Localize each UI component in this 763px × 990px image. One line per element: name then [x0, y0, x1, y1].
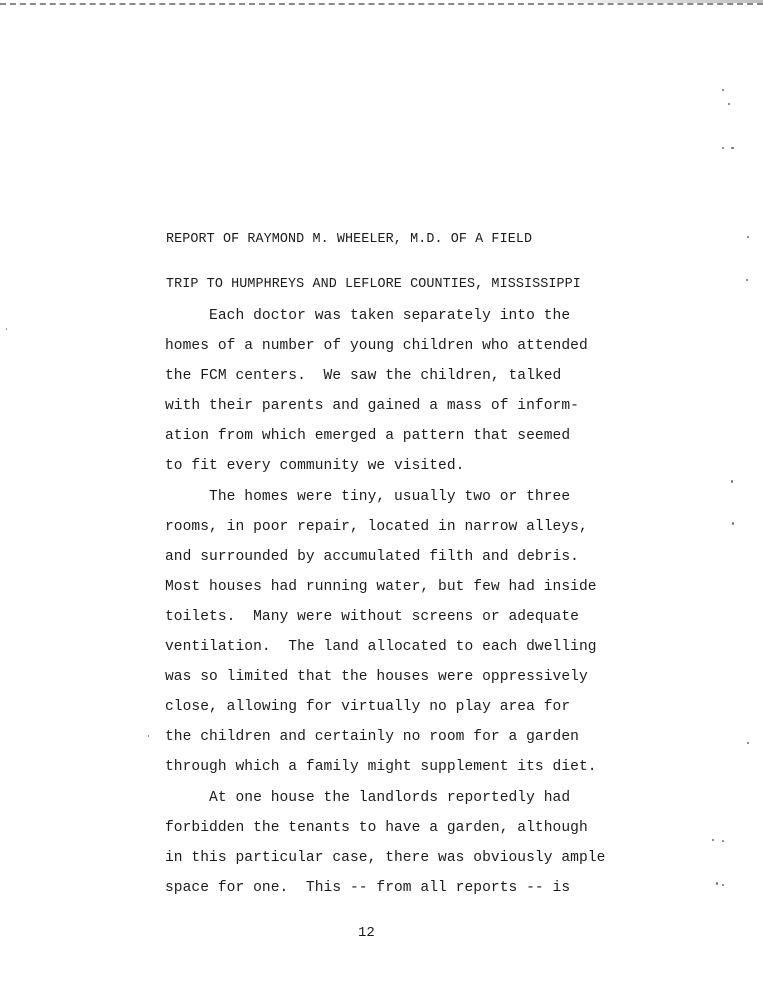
body-line: forbidden the tenants to have a garden, although [165, 819, 588, 836]
body-line: The homes were tiny, usually two or three [165, 488, 571, 505]
body-line: toilets. Many were without screens or adequate [165, 608, 579, 625]
scan-speck [148, 735, 149, 737]
body-line: ation from which emerged a pattern that seemed [165, 428, 571, 445]
report-body [165, 301, 685, 903]
report-title-line: REPORT OF RAYMOND M. WHEELER, M.D. OF A FIELD [166, 232, 533, 247]
scan-speck [722, 884, 724, 886]
scan-speck [747, 236, 749, 238]
scan-speck [722, 89, 724, 91]
body-line: in this particular case, there was obviously ample [165, 849, 606, 866]
body-line: to fit every community we visited. [165, 458, 465, 475]
scan-speck [728, 103, 730, 105]
body-line: the FCM centers. We saw the children, talked [165, 368, 562, 385]
report-title [166, 202, 581, 307]
report-title-line: TRIP TO HUMPHREYS AND LEFLORE COUNTIES, MISSISSIPPI [166, 277, 581, 292]
page-number: 12 [358, 925, 375, 941]
body-line: space for one. This -- from all reports -- is [165, 879, 571, 896]
scan-speck [732, 522, 734, 525]
scan-top-edge-shadow [520, 0, 763, 3]
scan-speck [746, 279, 748, 281]
scan-speck [712, 839, 714, 841]
body-line: the children and certainly no room for a garden [165, 729, 579, 746]
scan-speck [731, 147, 734, 149]
body-line: close, allowing for virtually no play area for [165, 699, 571, 716]
body-line: was so limited that the houses were oppressively [165, 669, 588, 686]
scan-top-edge [0, 3, 763, 5]
scan-speck [731, 480, 733, 483]
scan-speck [722, 147, 724, 149]
scan-speck [716, 882, 718, 885]
scan-speck [6, 328, 7, 330]
body-line: rooms, in poor repair, located in narrow alleys, [165, 518, 588, 535]
body-line: Most houses had running water, but few had inside [165, 578, 597, 595]
scan-speck [722, 840, 724, 842]
scan-speck [747, 742, 749, 744]
body-line: At one house the landlords reportedly had [165, 789, 571, 806]
body-line: and surrounded by accumulated filth and debris. [165, 548, 579, 565]
body-line: with their parents and gained a mass of inform- [165, 398, 579, 415]
body-line: through which a family might supplement its diet. [165, 759, 597, 776]
body-line: Each doctor was taken separately into the [165, 308, 571, 324]
body-line: homes of a number of young children who attended [165, 338, 588, 355]
body-line: ventilation. The land allocated to each dwelling [165, 639, 597, 656]
